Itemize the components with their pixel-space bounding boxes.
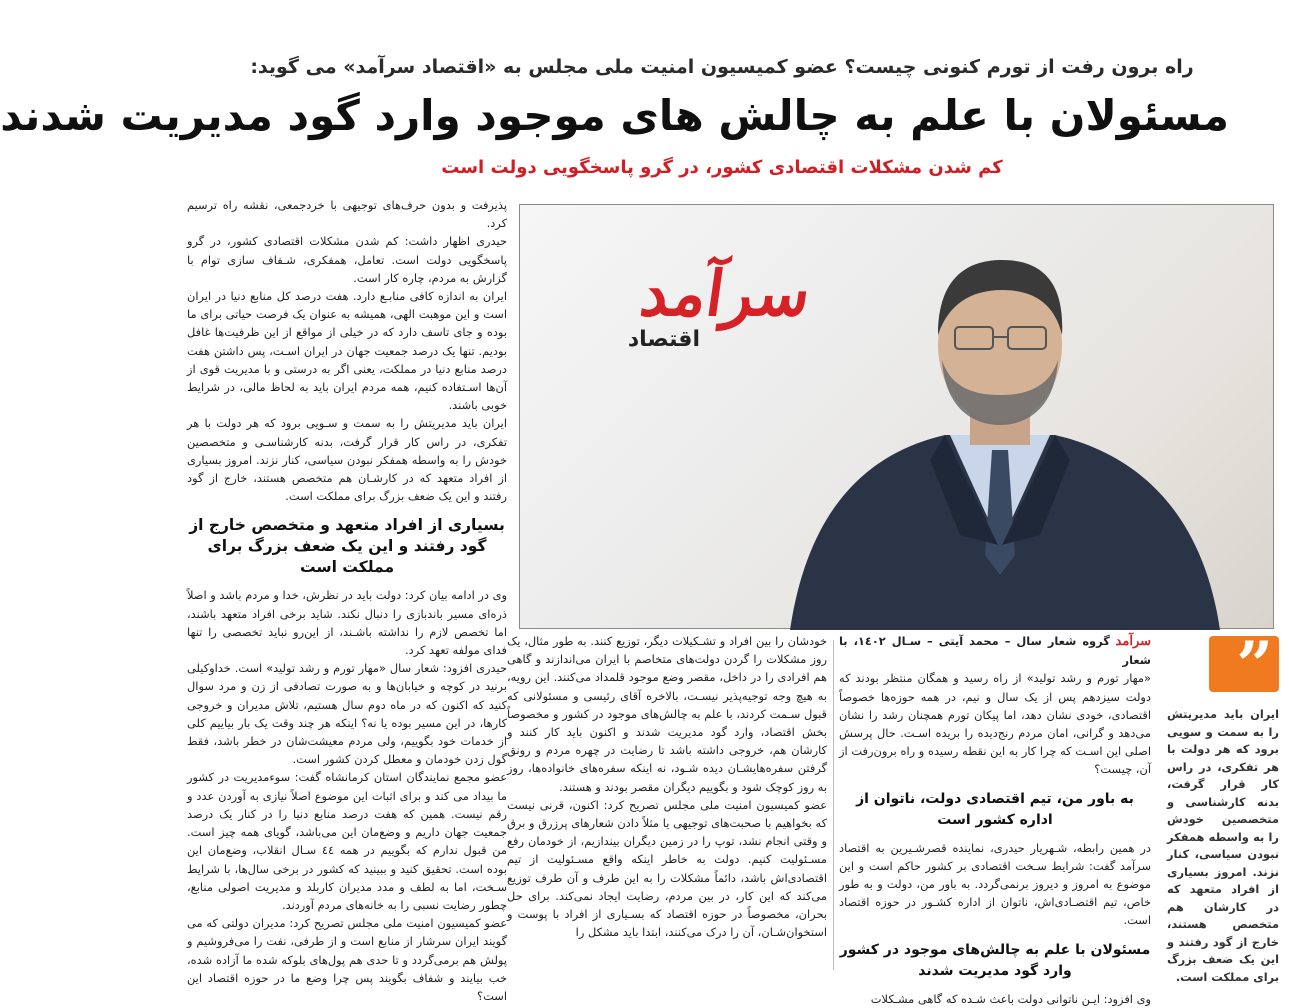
section-heading: بسیاری از افراد متعهد و متخصص خارج از گود رفتند و این یک ضعف بزرگ برای مملکت است — [189, 516, 505, 577]
paragraph: در همین رابطه، شـهریار حیدری، نماینده قصرشـیرین به اقتصاد سرآمد گفت: شرایط سـخت اقتصادی بر کشور حاکم است و این موضوع به امروز و دیروز برنمی‌گردد. به باور من، دولت و به طور خاص، تیم اقتصـادی‌اش، ناتوان از اداره کشـور در حوزه اقتصاد است. — [839, 840, 1151, 928]
credit-line — [839, 632, 1151, 669]
page-subtitle: کم شدن مشکلات اقتصادی کشور، در گرو پاسخگویی دولت است — [441, 157, 1003, 178]
paragraph: پذیرفت و بدون حرف‌های توجیهی با خردجمعی، نقشه راه ترسیم کرد. — [187, 198, 507, 231]
logo-sub-text: اقتصاد — [627, 327, 700, 352]
quote-mark-icon — [1209, 628, 1279, 703]
section-heading: به باور من، تیم اقتصادی دولت، ناتوان از اداره کشور است — [856, 790, 1134, 828]
paragraph: حیدری افزود: شعار سال «مهار تورم و رشد تولید» است. خداوکیلی برنید در کوچه و خیابان‌ها و به صورت تصادفی از زن و مرد سوال کنید که اکنون که در ماه دوم سال هستیم، تلاش مدیران و خروجی کارها، در این مسیر بوده یا نه؟ اینکه هر چند وقت یک بار بیاییم کلی از خدمات خود بگوییم، ولی مردم معیشت‌شان در خطر باشد، فقط گول زدن خودمان و معطل کردن کشور است. — [187, 661, 507, 767]
pull-quote — [1161, 628, 1279, 984]
paragraph: حیدری اظهار داشت: کم شدن مشکلات اقتصادی کشور، در گرو پاسخگویی دولت است. تعامل، همفکری، شـفاف سازی توام با گزارش به مردم، چاره کار است. — [187, 234, 507, 285]
paragraph: عضو کمیسیون امنیت ملی مجلس تصریح کرد: مدیران دولتی که می گویند ایران سرشار از منابع است و از طرفی، نفت را می‌فروشیم و پولش هم برمی‌گردد و تا حدی هم پول‌های بلوکه شده ما آزاده شده، خب بیایند و شفاف بگویند پس چرا وضع ما در حوزه اقتصاد این است؟ — [187, 916, 507, 1003]
credit-text: گروه شعار سال – محمد آیتی – سـال ١٤٠٢، با شعار — [839, 634, 1151, 668]
paragraph: «مهار تورم و رشد تولید» از راه رسید و همگان منتظر بودند که دولت سیزدهم پس از یک سال و نیم، در همه حوزه‌ها خصوصاً اقتصادی، خودی نشان دهد، اما پیکان تورم همچنان رشد را نشان می‌دهد و گرانی، امان مردم رنج‌دیده را بریده اسـت. حال پرسش اصلی این اسـت که چرا کار به این نقطه رسیده و راه برون‌رفت از آن، چیست؟ — [839, 671, 1151, 777]
paragraph: ایران باید مدیریتش را به سمت و سـویی برود که هر دولت با هر تفکری، در راس کار قرار گرفت، بدنه کارشناسـی و متخصصین خودش را به واسطه همفکر نبودن سیاسی، کنار نزند. امروز بسیاری از افراد متعهد که در کارشـان هم متخصص هستند، خارج از گود رفتند و این یک ضعف بزرگ برای مملکت است. — [187, 416, 507, 504]
logo-main-text: سرآمد — [635, 257, 816, 330]
page-headline: مسئولان با علم به چالش های موجود وارد گود مدیریت شدند — [0, 91, 1229, 140]
quote-glyph: ” — [1236, 628, 1273, 703]
paragraph: ایران به اندازه کافی منابـع دارد. هفت درصد کل منابع دنیا در ایران است و این موهبت الهی، همیشه به عنوان یک فرصت حیاتی برای ما بوده و جای تاسف دارد که در خیلی از مواقع از این ظرفیت‌ها غافل بودیم. تنها یک درصد جمعیت جهان در ایران اسـت، پس داشتن هفت درصد منابع دنیا در مملکت، یعنی اگر به درستی و با مدیریت قوی از آن‌ها اسـتفاده کنیم، همه مردم ایران باید به لحاظ مالی، در شرایط خوبی باشند. — [187, 289, 507, 413]
article-photo — [519, 204, 1274, 629]
credit-logo: سرآمد — [1115, 634, 1152, 649]
section-heading: مسئولان با علم به چالش‌های موجود در کشور وارد گود مدیریت شدند — [839, 941, 1151, 979]
text-column-left — [187, 196, 507, 1003]
paragraph: خودشان را بین افراد و تشـکیلات دیگر، توزیع کنند. به طور مثال، یک روز مشکلات را گردن دولت‌های متخاصم با ایران می‌اندازند و گاهی هم افرادی را در داخل، مقصر وضع موجود قلمداد می‌کنند. این رویه، به هیچ وجه توجیه‌پذیر نیسـت، بالاخره آقای رئیسی و مسئولانی که قبول سـمت کردند، با علم به چالش‌های موجود در کشور و مخصوصاً بخش اقتصاد، وارد گود مدیریت شدند و اکنون باید کار کنند و کارشان هم، خروجی داشته باشد تا رضایت در چهره مردم و رونق گرفتن سفره‌هایشـان دیده شـود، نه اینکه سفره‌های خانواده‌ها، روز به روز کوچک شود و بگوییم دیگران مقصر بودند و هستند. — [507, 634, 827, 794]
text-column-middle — [507, 632, 827, 977]
paragraph: عضو کمیسیون امنیت ملی مجلس تصریح کرد: اکنون، قرنی نیست که بخواهیم با صحبت‌های توجیهی یا مثلاً دادن شعارهای پرزرق و برق و وقتی انجام نشد، توپ را در زمین دیگران بیندازیم، از خودمان رفع مسـئولیت کنیم. دولت به خاطر اینکه واقع مسـئولیت از تیم اقتصادی‌اش باشد، دائماً مشکلات را به این طرف و آن طرف توزیع می‌کند که این کار، در بین مردم، رضایت ایجاد نمی‌کند. برای حل بحران، مخصوصاً در حوزه اقتصاد که بسـیاری از افراد با پوست و استخوان‌شـان، آن را درک می‌کنند، ابتدا باید مشکل را — [507, 797, 827, 940]
column-divider — [833, 640, 834, 970]
portrait-illustration — [770, 245, 1230, 630]
paragraph: وی در ادامه بیان کرد: دولت باید در نظرش، خدا و مردم باشد و اصلاً ذره‌ای مسیر باندبازی را دنبال نکند. شاید برخی افراد متعهد باشند، اما تخصص لازم را نداشته باشـند، از این‌رو نباید تخصصی را تنها فدای مولفه تعهد کرد. — [187, 588, 507, 658]
pull-quote-text: ایران باید مدیریتش را به سمت و سویی برود که هر دولت با هر تفکری، در راس کار قرار گرفت، بدنه کارشناسی و متخصصین خودش را به واسطه همفکر نبودن سیاسی، کنار نزند. امروز بسیاری از افراد متعهد که در کارشان هم متخصص هستند، خارج از گود رفتند و این یک ضعف بزرگ برای مملکت است. — [1167, 707, 1279, 984]
paragraph: عضو مجمع نمایندگان استان کرمانشاه گفت: سوءمدیریت در کشور ما بیداد می کند و برای اثبات این موضوع اصلاً نیازی به آوردن عدد و رقم نیست. همین که هفت درصد منابع دنیا را در کنار یک درصد جمعیت جهان داریم و وضع‌مان این می‌باشد، گویای همه چیز است. من قبول ندارم که بگوییم در همه ٤٤ سـال انقلاب، وضع‌مان این بوده است. تحقیق کنید و ببینید که کشور در برخی سال‌ها، با شرایط سـخت، اما به لطف و مدد مدیران کاربلد و مدیریت اصولی منابع، چطور رضایت نسبی را به خانه‌های مردم آوردند. — [187, 770, 507, 912]
supra-title: راه برون رفت از تورم کنونی چیست؟ عضو کمیسیون امنیت ملی مجلس به «اقتصاد سرآمد» می گوید: — [250, 56, 1194, 78]
text-column-right — [839, 632, 1152, 1006]
paragraph: وی افزود: ایـن ناتوانی دولت باعث شـده که گاهی مشـکلات — [870, 991, 1151, 1006]
